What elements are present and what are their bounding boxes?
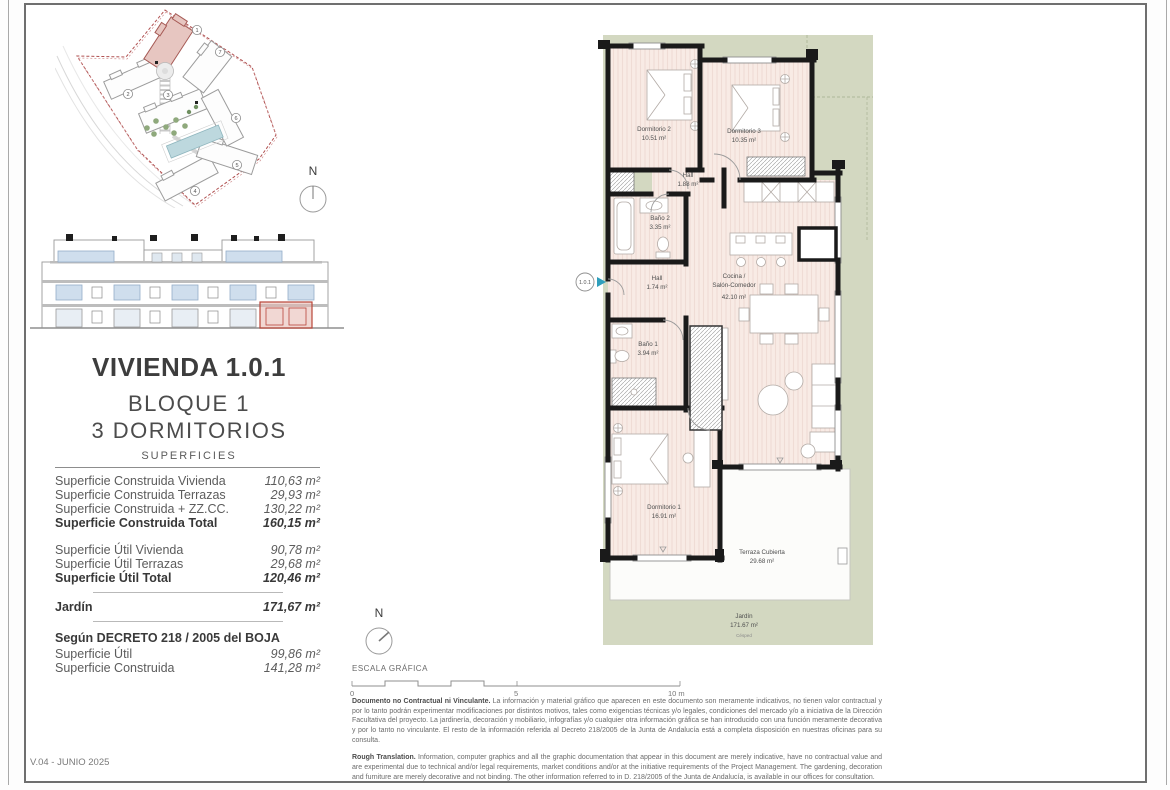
row-label: Superficie Construida + ZZ.CC. [55,502,230,516]
row-label: Superficie Útil Terrazas [55,557,184,571]
row-value: 120,46 m² [263,571,320,585]
building-number-5: 5 [235,163,239,169]
room-area: 3.94 m² [637,350,659,357]
room-label: Dormitorio 2 [637,126,671,133]
surfaces-table [55,474,320,675]
site-entry-mark [155,61,158,64]
page-title: VIVIENDA 1.0.1 [92,352,286,382]
row-label: Superficie Útil Vivienda [55,543,184,557]
room-label: Baño 2 [650,215,670,222]
row-label: Superficie Construida Terrazas [55,488,226,502]
row-label: Superficie Construida Total [55,516,218,530]
disclaimer-es-lead: Documento no Contractual ni Vinculante. [352,698,491,705]
room-area: 1.88 m² [677,181,699,188]
unit-entry-marker [576,273,606,291]
disclaimer-es-body: La información y material gráfico que aparecen en este documento son meramente indicativos, no tienen valor contractual y por lo tanto podrán experimentar modificaciones por distintos motivos, tales como exigencias técnicas y/o legales, condiciones del mercado y/o a iniciativa de la Dirección Facultativa del proyecto. La jardinería, decoración y mobiliario, infografías y/o cualquier otra información gráfica se han introducido con una función meramente decorativa y por lo tanto no vinculante. El resto de la información referida al Decreto 218/2005 de la Junta de Andalucía está a completa disposición en nuestras oficinas para su consulta. [352,698,882,744]
row-label: Superficie Útil Total [55,571,172,585]
room-note: Césped [736,633,752,638]
row-label: Superficie Construida Vivienda [55,474,226,488]
surfaces-header: SUPERFICIES [141,450,237,462]
row-value: 130,22 m² [263,502,320,516]
building-7 [180,38,232,93]
scale-tick-10: 10 m [668,689,685,698]
table-row-total [55,571,320,585]
table-divider [93,592,283,593]
page-right-edge [1166,0,1167,785]
room-label: Salón-Comedor [712,282,756,289]
building-number-1: 1 [195,28,199,34]
room-label: Hall [682,172,694,179]
room-area: 16.91 m² [651,513,677,520]
scale-bar-line [352,681,680,686]
row-label: Superficie Útil [55,647,133,661]
room-label: Cocina / [722,273,746,280]
north-label: N [308,164,318,178]
table-row [55,661,320,675]
north-indicator-bottom [362,604,396,660]
building-number-4: 4 [193,189,197,195]
building-number-2: 2 [126,92,130,98]
room-label: Dormitorio 1 [647,504,681,511]
building-elevation [26,230,348,334]
north-needle [379,632,389,641]
floor-plan [572,30,875,650]
row-value: 160,15 m² [263,516,320,530]
scale-tick-0: 0 [350,689,355,698]
unit-marker-label: 1.0.1 [579,280,591,286]
table-row [55,502,320,516]
table-row [55,543,320,557]
room-area: 10.51 m² [641,135,667,142]
elevation-floor2-windows [56,285,314,300]
unit-block: BLOQUE 1 [127,391,251,416]
north-label: N [374,606,384,620]
room-area: 171.67 m² [730,622,758,629]
room-area: 3.35 m² [649,224,671,231]
room-area: 1.74 m² [646,284,668,291]
site-roundabout-center [162,68,168,74]
room-area: 10.35 m² [731,137,757,144]
scale-label: ESCALA GRÁFICA [352,664,428,673]
site-entry-mark-2 [195,101,198,104]
scale-bar [350,672,690,700]
document-version: V.04 - JUNIO 2025 [30,757,110,768]
table-row [55,647,320,661]
surfaces-header-rule [55,467,320,468]
wardrobe-column [690,326,722,430]
scale-tick-5: 5 [514,689,519,698]
decreto-header: Según DECRETO 218 / 2005 del BOJA [55,631,280,645]
building-number-3: 3 [166,93,170,99]
site-buildings [102,10,259,201]
disclaimer-es [352,697,882,745]
row-value: 99,86 m² [270,647,320,661]
room-label: Dormitorio 3 [727,128,761,135]
disclaimer [352,697,882,790]
row-value: 171,67 m² [263,600,320,614]
row-value: 141,28 m² [263,661,320,675]
building-number-6: 6 [234,116,238,122]
row-value: 110,63 m² [264,474,320,488]
table-row [55,557,320,571]
room-label: Baño 1 [638,341,658,348]
disclaimer-en-lead: Rough Translation. [352,754,416,762]
page-left-edge [8,0,9,785]
scale-ticks [352,681,680,686]
row-label: Superficie Construida [55,661,175,675]
table-divider [93,621,283,622]
table-row-total [55,516,320,530]
row-value: 29,93 m² [270,488,320,502]
row-label: Jardín [55,600,93,614]
table-row [55,488,320,502]
room-label: Jardín [735,613,753,620]
elevation-unit-highlight [260,302,312,328]
north-indicator-top [296,162,330,218]
table-row-jardin [55,600,320,614]
disclaimer-en [352,753,882,782]
table-row [55,474,320,488]
room-area: 29.68 m² [749,558,775,565]
building-number-7: 7 [218,50,222,56]
room-label: Terraza Cubierta [739,549,785,556]
room-area: 42.10 m² [721,294,747,301]
row-value: 29,68 m² [270,557,320,571]
unit-type: 3 DORMITORIOS [91,418,287,443]
room-label: Hall [651,275,663,282]
disclaimer-en-body: Information, computer graphics and all the graphic documentation that appear in this document are merely indicative, have no contractual value and are experimental due to technical and/or legal requirements, market conditions and/or at the initiative requirements of the Project Management. The gardening, decoration and furniture are merely decorative and not binding. The other information referred to in D. 218/2005 of the Junta de Andalucía, is available in our offices for consultation. [352,754,883,781]
row-value: 90,78 m² [270,543,320,557]
site-plan [55,8,295,208]
